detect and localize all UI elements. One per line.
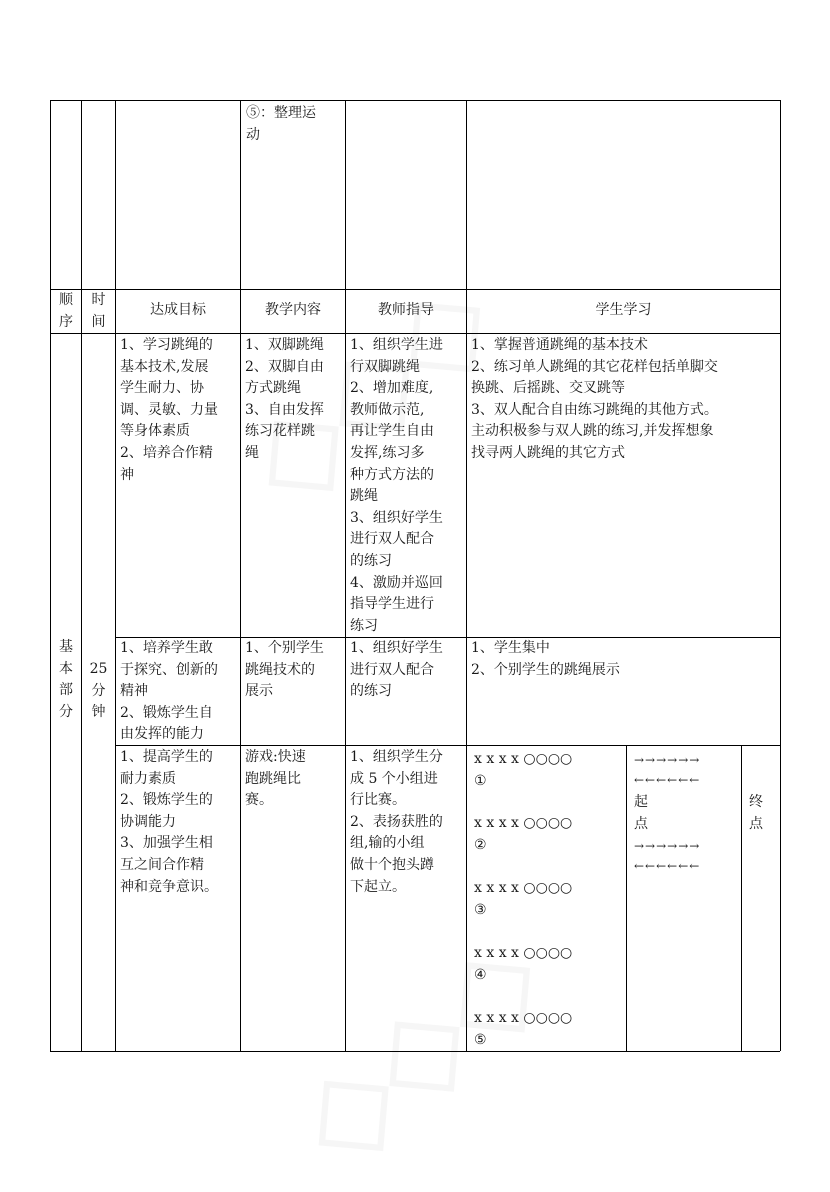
row1-student: 1、掌握普通跳绳的基本技术 2、练习单人跳绳的其它花样包括单脚交 换跳、后摇跳、交叉跳等 3、双人配合自由练习跳绳的其他方式。 主动积极参与双人跳的练习,并发挥想象 找寻两人跳绳的其它方式 xyxy=(471,337,718,461)
previous-content-cell: ⑤：整理运 动 xyxy=(246,105,316,143)
arrow-left-icon: ←←←←←← xyxy=(634,773,701,787)
group-number: ② xyxy=(474,836,487,853)
table-rule xyxy=(240,100,241,1051)
group-5 xyxy=(474,1008,624,1051)
table-rule xyxy=(345,100,346,1051)
table-rule xyxy=(81,100,82,1051)
group-1 xyxy=(474,749,624,792)
group-players: x x x x ○○○○ xyxy=(474,880,573,896)
table-rule xyxy=(50,333,780,334)
table-rule xyxy=(466,100,467,1051)
table-border-right xyxy=(780,100,781,1051)
start-point-label: 起 点 xyxy=(634,794,648,832)
group-2 xyxy=(474,813,624,856)
diagram-divider xyxy=(741,745,742,1051)
group-players: x x x x ○○○○ xyxy=(474,815,573,831)
diagram-divider xyxy=(626,745,627,1051)
row2-goal: 1、培养学生敢 于探究、创新的 精神 2、锻炼学生自 由发挥的能力 xyxy=(120,640,218,743)
row1-content: 1、双脚跳绳 2、双脚自由 方式跳绳 3、自由发挥 练习花样跳 绳 xyxy=(245,337,324,461)
end-point-label: 终 点 xyxy=(749,794,763,832)
table-border-left xyxy=(50,100,51,1051)
group-number: ③ xyxy=(474,901,487,918)
group-number: ⑤ xyxy=(474,1031,487,1048)
section-name: 基 本 部 分 xyxy=(59,639,73,720)
table-rule xyxy=(50,289,780,290)
group-players: x x x x ○○○○ xyxy=(474,751,573,767)
row2-content: 1、个别学生 跳绳技术的 展示 xyxy=(245,640,324,700)
row2-student: 1、学生集中 2、个别学生的跳绳展示 xyxy=(471,640,620,678)
table-rule xyxy=(115,100,116,1051)
group-3 xyxy=(474,878,624,921)
header-goal: 达成目标 xyxy=(150,302,206,318)
header-teacher: 教师指导 xyxy=(378,302,434,318)
group-number: ④ xyxy=(474,966,487,983)
header-time: 时 间 xyxy=(91,292,106,330)
group-4 xyxy=(474,943,624,986)
row1-teacher: 1、组织学生进 行双脚跳绳 2、增加难度, 教师做示范, 再让学生自由 发挥,练习多 种方式方法的 跳绳 3、组织好学生 进行双人配合 的练习 4、激励并巡回 指导学生进行 练习 xyxy=(350,337,443,634)
header-order: 顺 序 xyxy=(59,292,73,330)
row1-goal: 1、学习跳绳的 基本技术,发展 学生耐力、协 调、灵敏、力量 等身体素质 2、培养合作精 神 xyxy=(120,337,218,483)
arrow-right-icon: →→→→→→ xyxy=(634,753,701,767)
table-border-top xyxy=(50,100,780,101)
row3-goal: 1、提高学生的 耐力素质 2、锻炼学生的 协调能力 3、加强学生相 互之间合作精 神和竞争意识。 xyxy=(120,749,218,895)
section-time: 25 分 钟 xyxy=(89,661,108,721)
group-number: ① xyxy=(474,772,487,789)
group-players: x x x x ○○○○ xyxy=(474,945,573,961)
group-players: x x x x ○○○○ xyxy=(474,1010,573,1026)
arrow-right-icon: →→→→→→ xyxy=(634,839,701,853)
arrow-left-icon: ←←←←←← xyxy=(634,859,701,873)
table-border-bottom xyxy=(50,1051,780,1052)
row2-teacher: 1、组织好学生 进行双人配合 的练习 xyxy=(350,640,443,700)
row3-teacher: 1、组织学生分 成 5 个小组进 行比赛。 2、表扬获胜的 组,输的小组 做十个抱头蹲 下起立。 xyxy=(350,749,443,895)
row3-content: 游戏:快速 跑跳绳比 赛。 xyxy=(245,749,306,809)
header-content: 教学内容 xyxy=(265,302,321,318)
header-student: 学生学习 xyxy=(595,302,652,318)
